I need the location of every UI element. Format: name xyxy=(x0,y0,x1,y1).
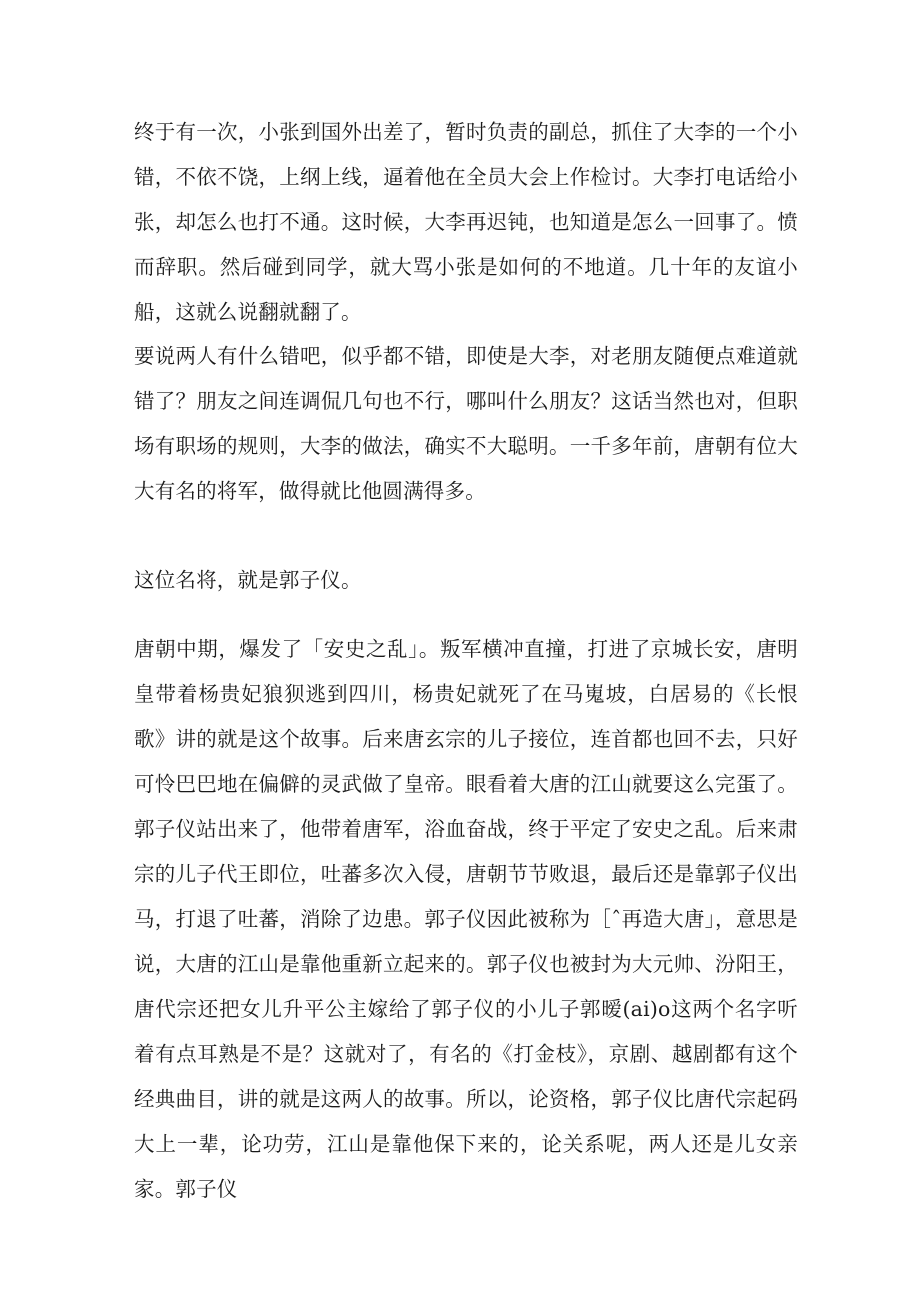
paragraph-general-intro: 这位名将，就是郭子仪。 xyxy=(134,568,362,592)
paragraph-colleague-conflict: 终于有一次，小张到国外出差了，暂时负责的副总，抓住了大李的一个小错，不依不饶，上纲上线，逼着他在全员大会上作检讨。大李打电话给小张，却怎么也打不通。这时候，大李再迟钝，也知道是怎么一回事了。愤而辞职。然后碰到同学，就大骂小张是如何的不地道。几十年的友谊小船，这就么说翻就翻了。 xyxy=(134,120,798,324)
paragraph-guo-ziyi-history: 唐朝中期，爆发了「安史之乱」。叛军横冲直撞，打进了京城长安，唐明皇带着杨贵妃狼狈逃到四川，杨贵妃就死了在马嵬坡，白居易的《长恨歌》讲的就是这个故事。后来唐玄宗的儿子接位，连首都也回不去，只好可怜巴巴地在偏僻的灵武做了皇帝。眼看着大唐的江山就要这么完蛋了。郭子仪站出来了，他带着唐军，浴血奋战，终于平定了安史之乱。后来肃宗的儿子代王即位，吐蕃多次入侵，唐朝节节败退，最后还是靠郭子仪出马，打退了吐蕃，消除了边患。郭子仪因此被称为［ˆ再造大唐」，意思是说，大唐的江山是靠他重新立起来的。郭子仪也被封为大元帅、汾阳王，唐代宗还把女儿升平公主嫁给了郭子仪的小儿子郭暧(ai)o这两个名字听着有点耳熟是不是？这就对了，有名的《打金枝》，京剧、越剧都有这个经典曲目，讲的就是这两人的故事。所以，论资格，郭子仪比唐代宗起码大上一辈，论功劳，江山是靠他保下来的，论关系呢，两人还是儿女亲家。郭子仪 xyxy=(134,637,798,1201)
paragraph-workplace-rules: 要说两人有什么错吧，似乎都不错，即使是大李，对老朋友随便点难道就错了？朋友之间连调侃几句也不行，哪叫什么朋友？这话当然也对，但职场有职场的规则，大李的做法，确实不大聪明。一千多年前，唐朝有位大大有名的将军，做得就比他圆满得多。 xyxy=(134,344,798,503)
